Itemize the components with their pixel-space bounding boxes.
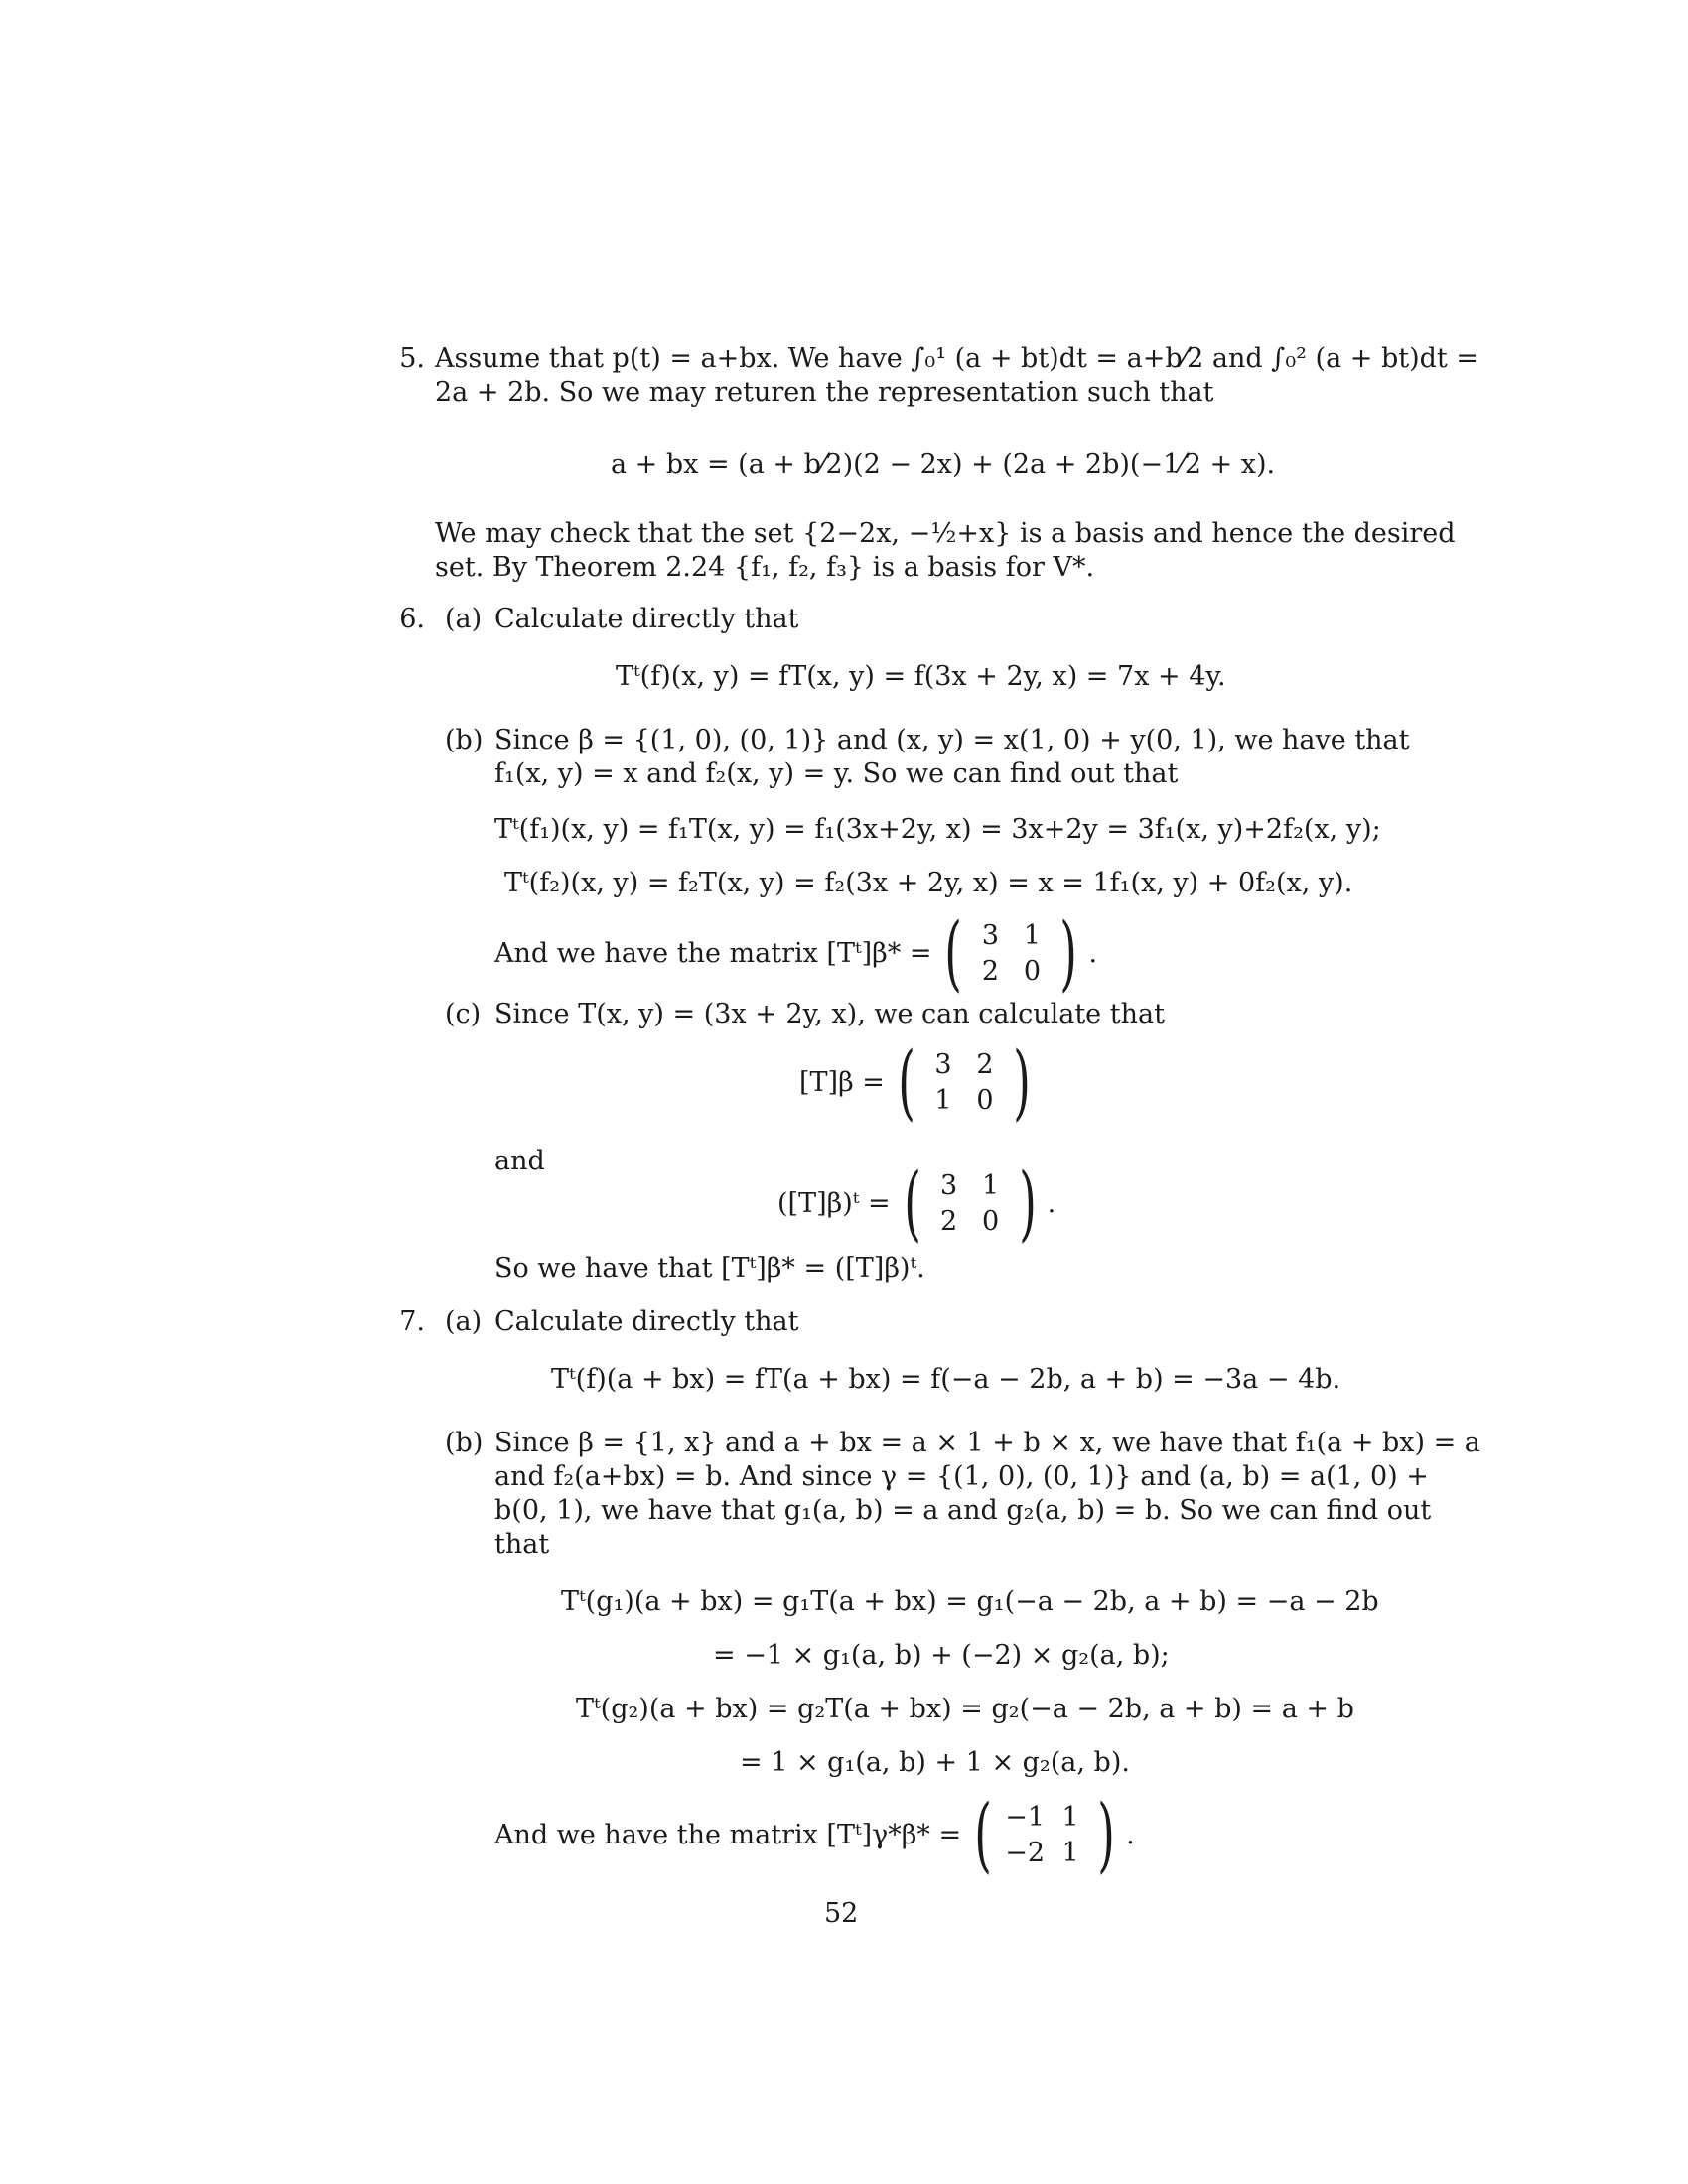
problem-6c-matrix-1: ( 3 2 1 0 ) <box>898 1035 1031 1130</box>
matrix-entry: 3 <box>940 1170 958 1201</box>
matrix-entry: 3 <box>934 1049 952 1080</box>
problem-6c-matrix-1-lead: [T]β = <box>799 1067 885 1098</box>
problem-6c-matrix-2-row: ([T]β)ᵗ = ( 3 1 2 0 ) . <box>777 1157 1056 1251</box>
problem-6b-matrix-lead: And we have the matrix [Tᵗ]β* = <box>494 938 932 969</box>
matrix-entry: 1 <box>934 1085 952 1116</box>
problem-7a-label: (a) <box>445 1306 483 1337</box>
problem-6a-display-equation: Tᵗ(f)(x, y) = fT(x, y) = f(3x + 2y, x) = 7x + 4y. <box>616 661 1226 692</box>
matrix-entry: 2 <box>976 1049 994 1080</box>
problem-6a-label: (a) <box>445 604 483 634</box>
matrix-entry: −2 <box>1005 1838 1046 1868</box>
problem-6c-matrix-2-lead: ([T]β)ᵗ = <box>777 1188 891 1219</box>
problem-7b-display-2: = −1 × g₁(a, b) + (−2) × g₂(a, b); <box>713 1640 1170 1671</box>
problem-5-line-4: set. By Theorem 2.24 {f₁, f₂, f₃} is a basis for V*. <box>435 552 1095 583</box>
problem-6-number: 6. <box>399 604 425 634</box>
problem-6b-label: (b) <box>445 725 484 755</box>
problem-6c-matrix-2: ( 3 1 2 0 ) <box>903 1157 1037 1251</box>
problem-5-display-equation: a + bx = (a + b⁄2)(2 − 2x) + (2a + 2b)(−1⁄2 + x). <box>611 449 1276 479</box>
problem-6b-line-1: Since β = {(1, 0), (0, 1)} and (x, y) = x(1, 0) + y(0, 1), we have that <box>494 725 1410 755</box>
problem-7b-line-4: that <box>494 1529 550 1560</box>
problem-7b-matrix: ( −1 1 −2 1 ) <box>974 1788 1115 1882</box>
matrix-entry: 3 <box>981 920 1000 951</box>
problem-6b-matrix-row: And we have the matrix [Tᵗ]β* = ( 3 1 2 0 ) . <box>494 906 1098 1001</box>
problem-5-number: 5. <box>399 343 425 374</box>
problem-6b-display-1: Tᵗ(f₁)(x, y) = f₁T(x, y) = f₁(3x+2y, x) = 3x+2y = 3f₁(x, y)+2f₂(x, y); <box>494 814 1381 845</box>
problem-7b-display-3: Tᵗ(g₂)(a + bx) = g₂T(a + bx) = g₂(−a − 2b, a + b) = a + b <box>576 1694 1354 1724</box>
problem-6b-display-2: Tᵗ(f₂)(x, y) = f₂T(x, y) = f₂(3x + 2y, x) = x = 1f₁(x, y) + 0f₂(x, y). <box>504 868 1353 898</box>
problem-7-number: 7. <box>399 1306 425 1337</box>
matrix-entry: 0 <box>982 1206 1000 1237</box>
problem-6b-line-2: f₁(x, y) = x and f₂(x, y) = y. So we can find out that <box>494 758 1179 789</box>
matrix-entry: 1 <box>1061 1838 1079 1868</box>
problem-6b-matrix: ( 3 1 2 0 ) <box>944 906 1078 1001</box>
matrix-entry: 0 <box>1023 956 1042 987</box>
problem-7b-line-3: b(0, 1), we have that g₁(a, b) = a and g₂(a, b) = b. So we can find out <box>494 1495 1432 1526</box>
problem-6c-and: and <box>494 1146 545 1176</box>
problem-7b-display-4: = 1 × g₁(a, b) + 1 × g₂(a, b). <box>740 1747 1130 1778</box>
problem-6c-label: (c) <box>445 999 482 1029</box>
problem-5-line-2: 2a + 2b. So we may returen the representation such that <box>435 377 1214 408</box>
problem-6a-text: Calculate directly that <box>494 604 799 634</box>
problem-7b-display-1: Tᵗ(g₁)(a + bx) = g₁T(a + bx) = g₁(−a − 2b, a + b) = −a − 2b <box>561 1586 1379 1617</box>
problem-7b-line-1: Since β = {1, x} and a + bx = a × 1 + b × x, we have that f₁(a + bx) = a <box>494 1428 1480 1458</box>
problem-7b-label: (b) <box>445 1428 484 1458</box>
problem-5-line-3: We may check that the set {2−2x, −½+x} is a basis and hence the desired <box>435 518 1456 549</box>
matrix-entry: 0 <box>976 1085 994 1116</box>
problem-6c-text: Since T(x, y) = (3x + 2y, x), we can calculate that <box>494 999 1165 1029</box>
problem-6c-conclusion: So we have that [Tᵗ]β* = ([T]β)ᵗ. <box>494 1253 925 1284</box>
problem-7a-text: Calculate directly that <box>494 1306 799 1337</box>
matrix-entry: 1 <box>982 1170 1000 1201</box>
problem-6c-matrix-1-row <box>799 1035 1038 1130</box>
problem-5-line-1: Assume that p(t) = a+bx. We have ∫₀¹ (a + bt)dt = a+b⁄2 and ∫₀² (a + bt)dt = <box>435 343 1478 374</box>
problem-7b-line-2: and f₂(a+bx) = b. And since γ = {(1, 0), (0, 1)} and (a, b) = a(1, 0) + <box>494 1461 1429 1492</box>
problem-7b-matrix-row: And we have the matrix [Tᵗ]γ*β* = ( −1 1 −2 1 ) . <box>494 1788 1135 1882</box>
matrix-entry: −1 <box>1005 1802 1046 1833</box>
matrix-entry: 2 <box>981 956 1000 987</box>
matrix-entry: 1 <box>1023 920 1042 951</box>
problem-7b-matrix-lead: And we have the matrix [Tᵗ]γ*β* = <box>494 1820 962 1850</box>
matrix-entry: 1 <box>1061 1802 1079 1833</box>
matrix-entry: 2 <box>940 1206 958 1237</box>
page-number: 52 <box>824 1898 859 1929</box>
problem-7a-display-equation: Tᵗ(f)(a + bx) = fT(a + bx) = f(−a − 2b, a + b) = −3a − 4b. <box>551 1364 1341 1395</box>
